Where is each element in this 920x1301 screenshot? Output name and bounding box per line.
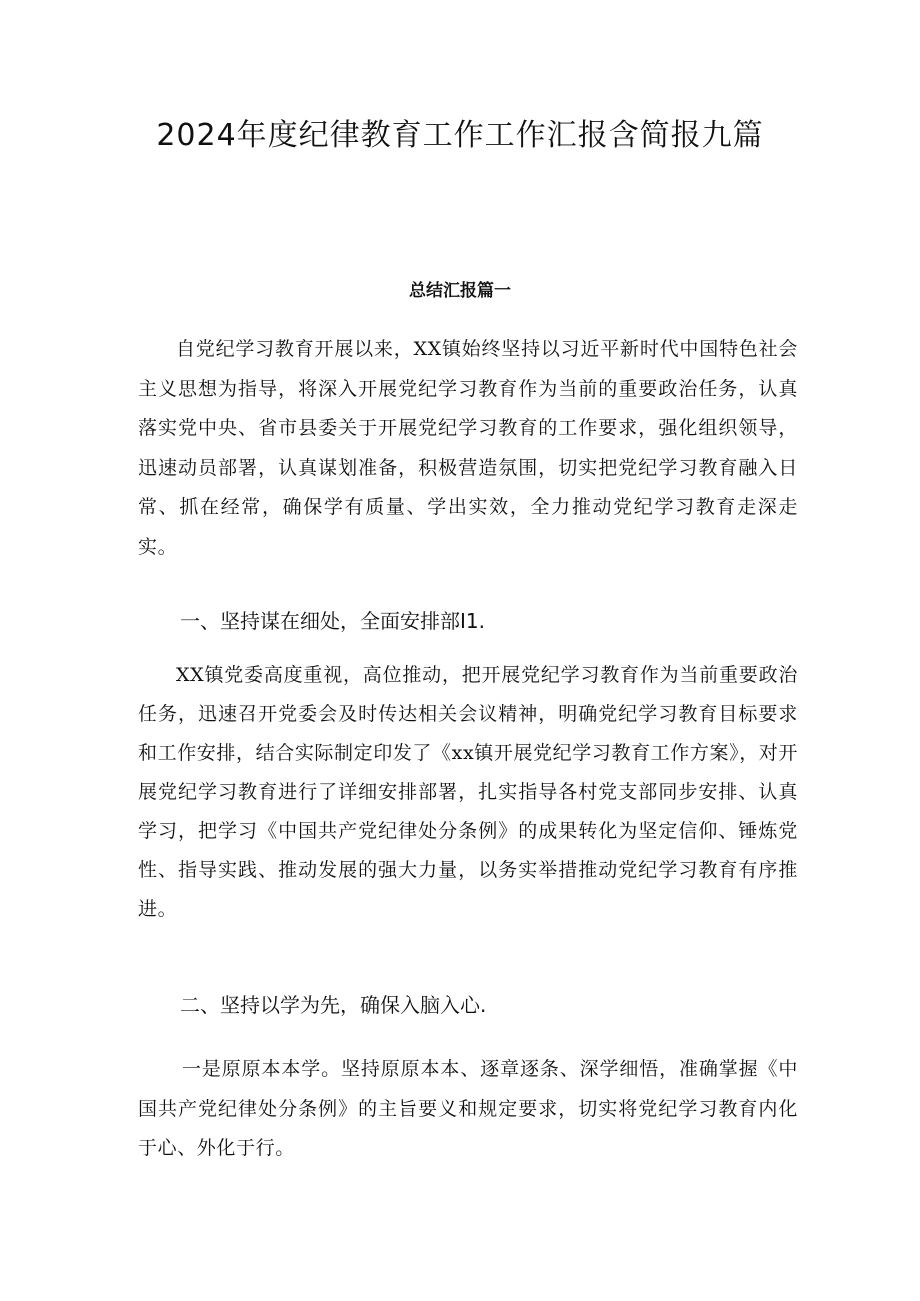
section-title: 总结汇报篇一 xyxy=(409,281,511,301)
heading-one: 一、坚持谋在细处，全面安排部I1. xyxy=(180,609,485,633)
document-title: 2024年度纪律教育工作工作汇报含简报九篇 xyxy=(156,118,764,153)
paragraph-intro: 自党纪学习教育开展以来，XX镇始终坚持以习近平新时代中国特色社会主义思想为指导，将深入开展党纪学习教育作为当前的重要政治任务，认真落实党中央、省市县委关于开展党纪学习教育的工作要求，强化组织领导，迅速动员部署，认真谋划准备，积极营造氛围，切实把党纪学习教育融入日常、抓在经常，确保学有质量、学出实效，全力推动党纪学习教育走深走实。 xyxy=(138,338,798,558)
heading-two: 二、坚持以学为先，确保入脑入心. xyxy=(180,993,487,1017)
paragraph-arrangement: XX镇党委高度重视，高位推动，把开展党纪学习教育作为当前重要政治任务，迅速召开党委会及时传达相关会议精神，明确党纪学习教育目标要求和工作安排，结合实际制定印发了《xx镇开展党纪学习教育工作方案》，对开展党纪学习教育进行了详细安排部署，扎实指导各村党支部同步安排、认真学习，把学习《中国共产党纪律处分条例》的成果转化为坚定信仰、锤炼党性、指导实践、推动发展的强大力量，以务实举措推动党纪学习教育有序推进。 xyxy=(138,664,798,920)
paragraph-study: 一是原原本本学。坚持原原本本、逐章逐条、深学细悟，准确掌握《中国共产党纪律处分条例》的主旨要义和规定要求，切实将党纪学习教育内化于心、外化于行。 xyxy=(138,1058,798,1159)
